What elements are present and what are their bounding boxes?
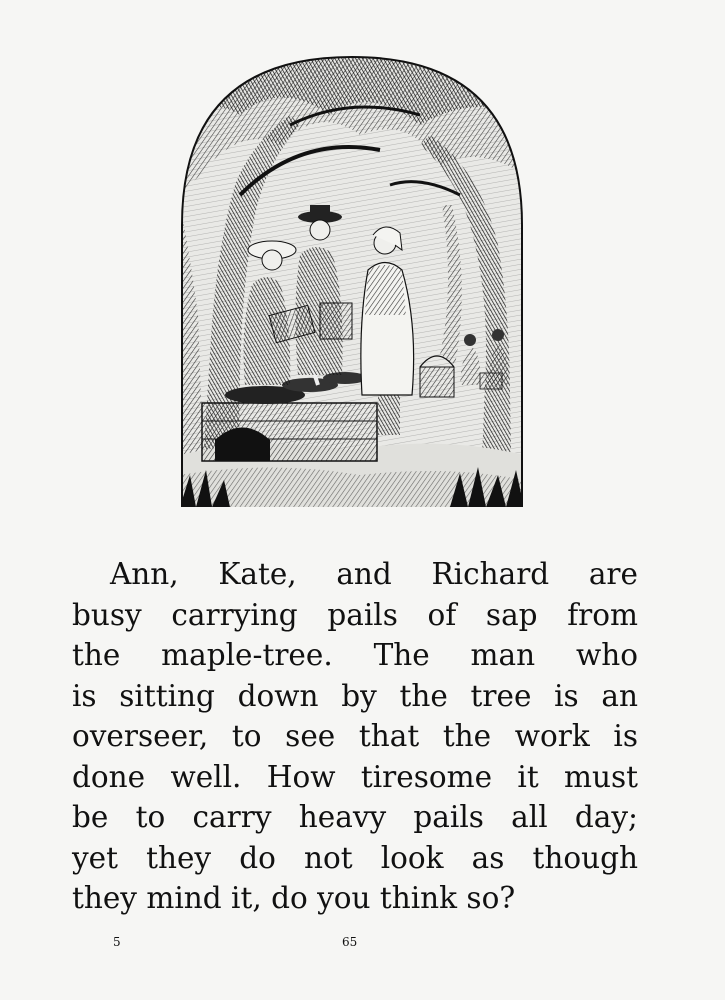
paragraph-line: yet they do not look as though [72, 840, 638, 875]
engraving-svg [180, 55, 524, 507]
paragraph-line: they mind it, do you think so? [72, 881, 516, 915]
story-paragraph [72, 554, 638, 919]
paragraph-line: overseer, to see that the work is [72, 719, 638, 753]
paragraph-line: busy carrying pails of sap from [72, 597, 638, 632]
paragraph-line: the maple-tree. The man who [72, 638, 638, 672]
page-number: 65 [342, 935, 358, 949]
paragraph-line: done well. How tiresome it must [72, 759, 638, 794]
paragraph-line: Ann, Kate, and Richard are [110, 557, 638, 591]
paragraph-line: is sitting down by the tree is an [72, 678, 638, 713]
signature-mark: 5 [113, 935, 121, 949]
engraving-illustration [180, 55, 524, 507]
paragraph-line: be to carry heavy pails all day; [72, 800, 638, 834]
